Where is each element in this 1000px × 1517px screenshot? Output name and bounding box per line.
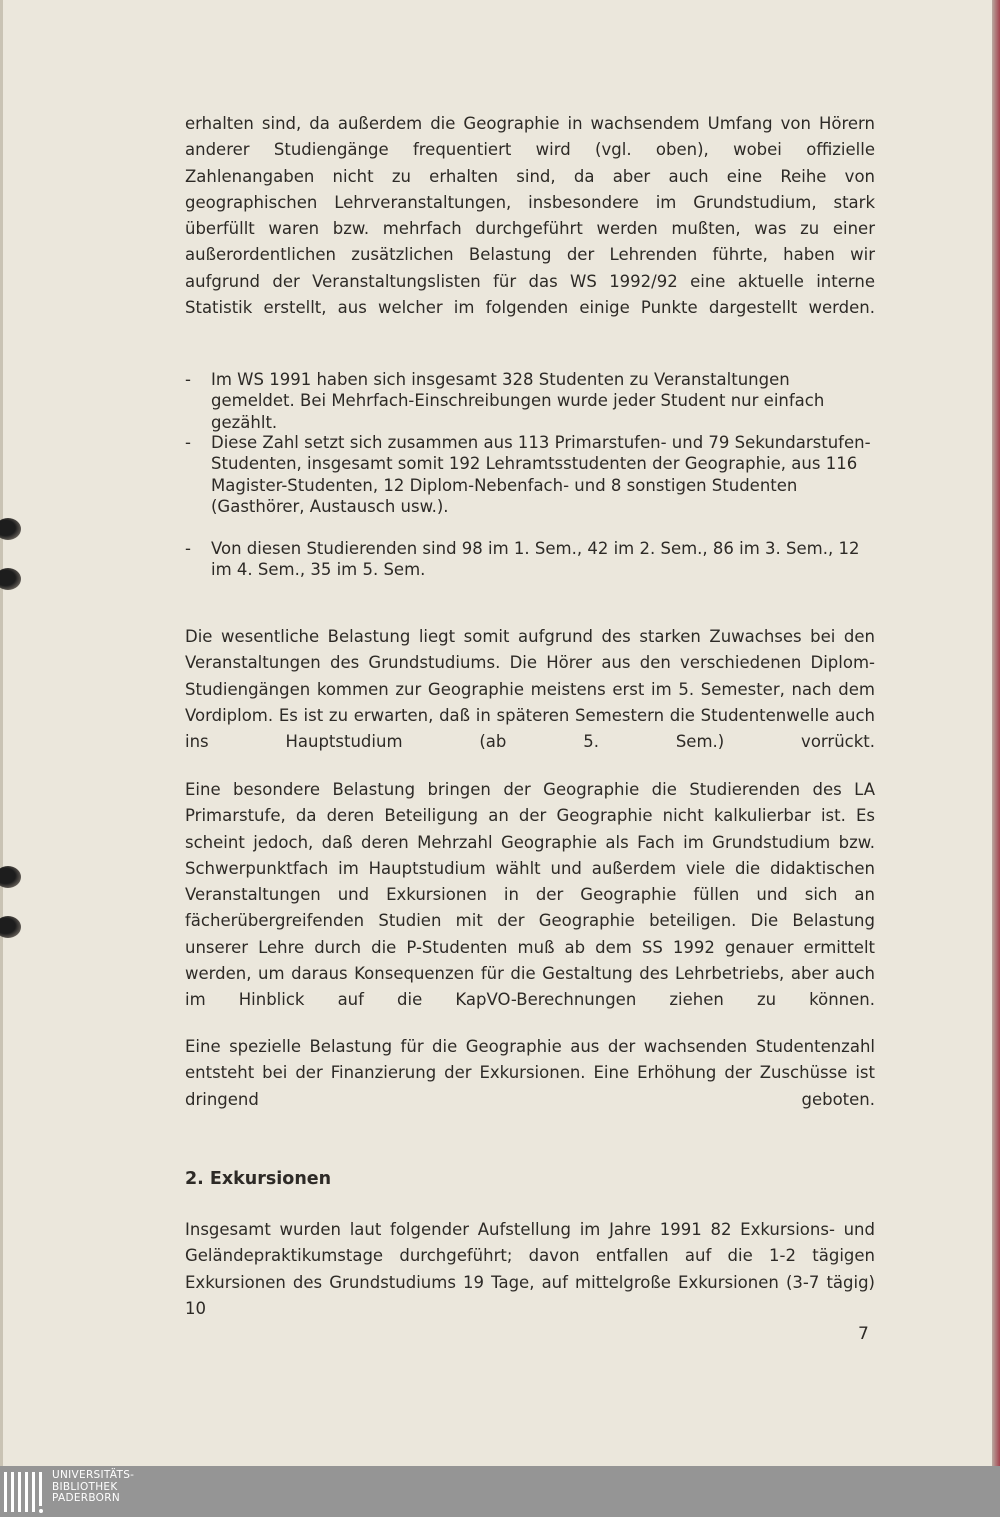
logo-line-3: PADERBORN <box>52 1492 120 1504</box>
punch-hole-icon <box>0 916 21 938</box>
paragraph-5: Insgesamt wurden laut folgender Aufstellung im Jahre 1991 82 Exkursions- und Geländepraktikumstage durchgeführt; davon entfallen auf die 1-2 tägigen Exkursionen des Grundstudiums 19 Tage, auf mittelgroße Exkursionen (3-7 tägig) 10 <box>185 1220 875 1318</box>
section-heading: 2. Exkursionen <box>185 1169 332 1189</box>
library-footer <box>0 1466 1000 1517</box>
paragraph-4: Eine spezielle Belastung für die Geographie aus der wachsenden Studentenzahl entsteht bei der Finanzierung der Exkursionen. Eine Erhöhung der Zuschüsse ist dringend geboten. <box>185 1037 875 1109</box>
punch-hole-icon <box>0 866 21 888</box>
bullet-item <box>185 432 875 517</box>
bullet-dash: - <box>185 370 191 389</box>
page-edge <box>992 0 1000 1466</box>
bullet-item <box>185 369 875 433</box>
page-number: 7 <box>858 1324 869 1344</box>
punch-hole-icon <box>0 518 21 540</box>
bullet-text: Von diesen Studierenden sind 98 im 1. Sem., 42 im 2. Sem., 86 im 3. Sem., 12 im 4. Sem., 35 im 5. Sem. <box>211 539 860 580</box>
library-logo-text <box>52 1470 134 1505</box>
bullet-text: Diese Zahl setzt sich zusammen aus 113 Primarstufen- und 79 Sekundarstufen-Studenten, insgesamt somit 192 Lehramtsstudenten der Geographie, aus 116 Magister-Studenten, 12 Diplom-Nebenfach- und 8 sonstigen Studenten (Gasthörer, Austausch usw.). <box>211 433 871 516</box>
punch-hole-icon <box>0 568 21 590</box>
paragraph-1: erhalten sind, da außerdem die Geographie in wachsendem Umfang von Hörern anderer Studiengänge frequentiert wird (vgl. oben), wobei offizielle Zahlenangaben nicht zu erhalten sind, da aber auch eine Reihe von geographischen Lehrveranstaltungen, insbesondere im Grundstudium, stark überfüllt waren bzw. mehrfach durchgeführt werden mußten, was zu einer außerordentlichen zusätzlichen Belastung der Lehrenden führte, haben wir aufgrund der Veranstaltungslisten für das WS 1992/92 eine aktuelle interne Statistik erstellt, aus welcher im folgenden einige Punkte dargestellt werden. <box>185 114 875 318</box>
bullet-text: Im WS 1991 haben sich insgesamt 328 Studenten zu Veranstaltungen gemeldet. Bei Mehrfach-Einschreibungen wurde jeder Student nur einfach gezählt. <box>211 370 825 432</box>
logo-line-2: BIBLIOTHEK <box>52 1480 118 1493</box>
library-logo-icon <box>4 1472 48 1512</box>
bullet-dash: - <box>185 539 191 558</box>
bullet-item <box>185 538 875 581</box>
bullet-dash: - <box>185 433 191 452</box>
paragraph-3: Eine besondere Belastung bringen der Geographie die Studierenden des LA Primarstufe, da deren Beteiligung an der Geographie nicht kalkulierbar ist. Es scheint jedoch, daß deren Mehrzahl Geographie als Fach im Grundstudium bzw. Schwerpunktfach im Hauptstudium wählt und außerdem viele die didaktischen Veranstaltungen und Exkursionen in der Geographie füllen und sich an fächerübergreifenden Studien mit der Geographie beteiligen. Die Belastung unserer Lehre durch die P-Studenten muß ab dem SS 1992 genauer ermittelt werden, um daraus Konsequenzen für die Gestaltung des Lehrbetriebs, aber auch im Hinblick auf die KapVO-Berechnungen ziehen zu können. <box>185 780 875 1010</box>
logo-line-1: UNIVERSITÄTS- <box>52 1469 135 1481</box>
paragraph-2: Die wesentliche Belastung liegt somit aufgrund des starken Zuwachses bei den Veranstaltungen des Grundstudiums. Die Hörer aus den verschiedenen Diplom-Studiengängen kommen zur Geographie meistens erst im 5. Semester, nach dem Vordiplom. Es ist zu erwarten, daß in späteren Semestern die Studentenwelle auch ins Hauptstudium (ab 5. Sem.) vorrückt. <box>185 627 875 752</box>
